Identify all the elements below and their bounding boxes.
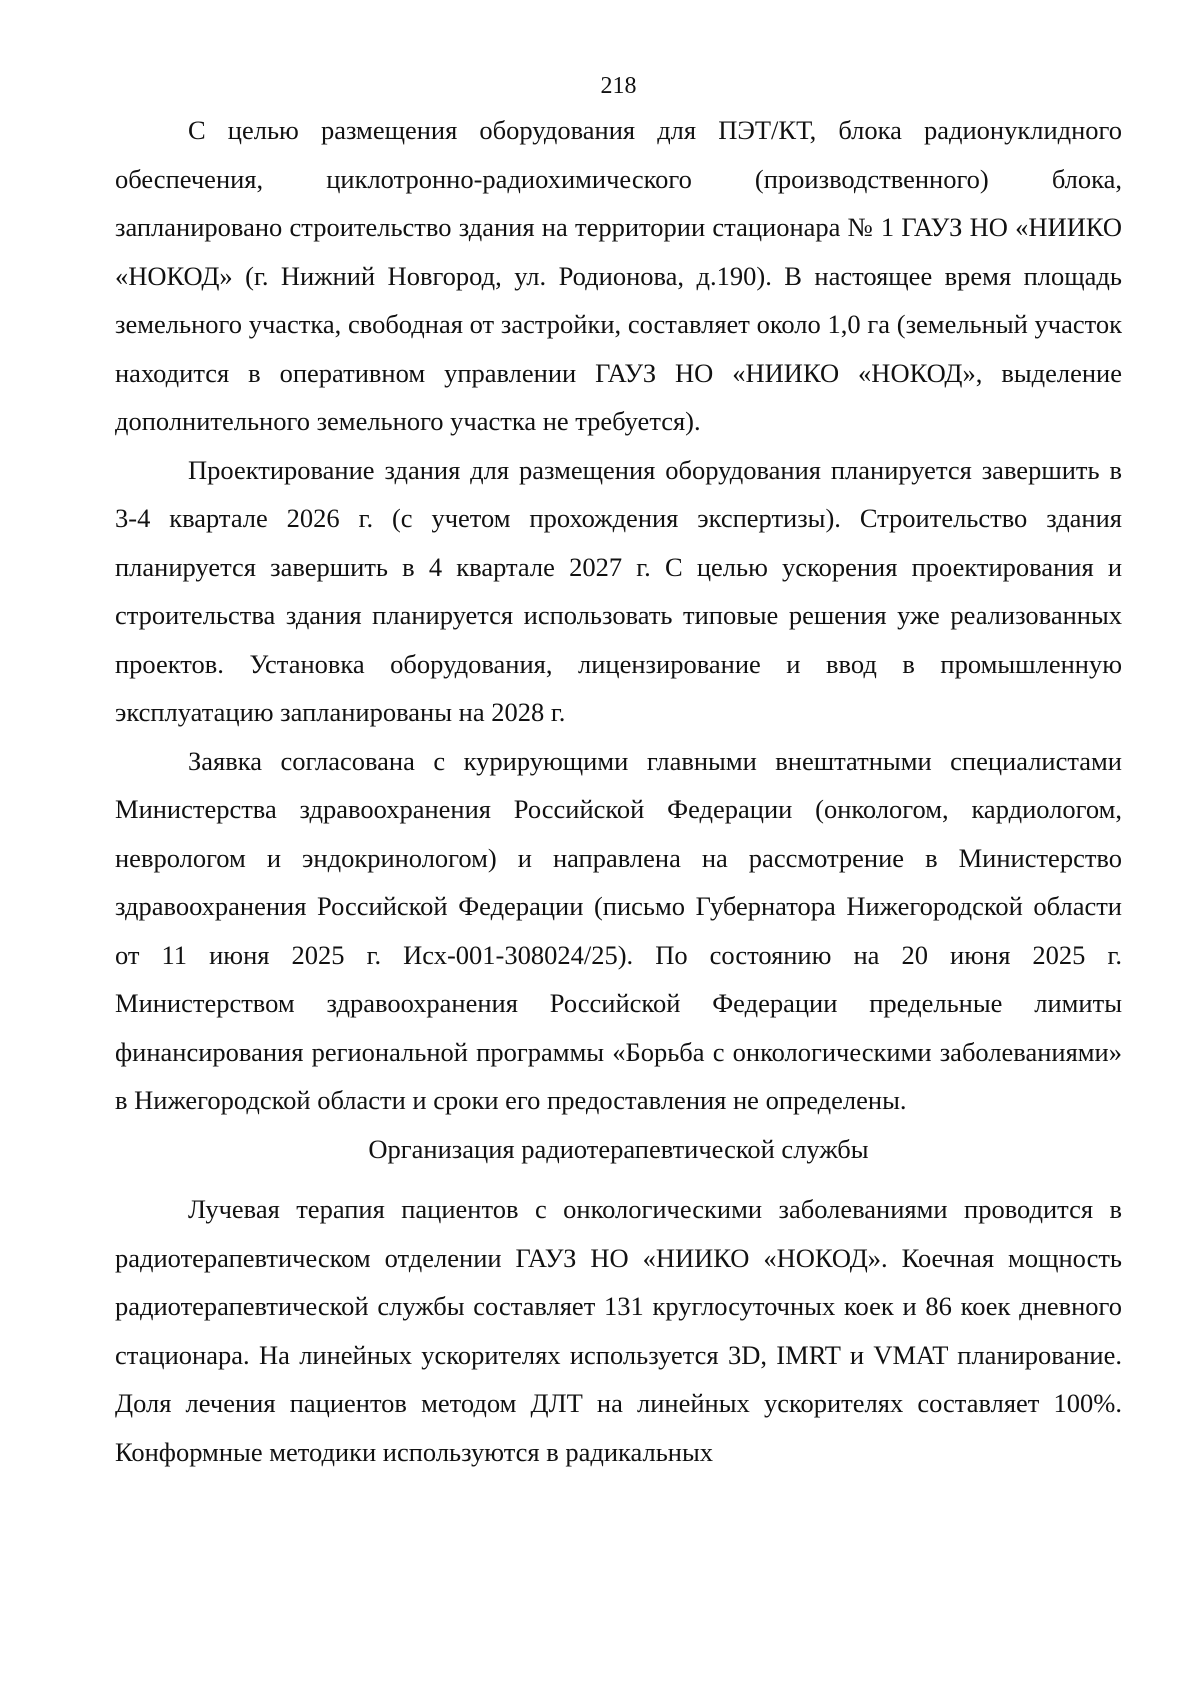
paragraph-radiotherapy-service: Лучевая терапия пациентов с онкологическими заболеваниями проводится в радиотерапевтическом отделении ГАУЗ НО «НИИКО «НОКОД». Коечная мощность радиотерапевтической службы составляет 131 круглосуточных коек и 86 коек дневного стационара. На линейных ускорителях используется 3D, IMRT и VMAT планирование. Доля лечения пациентов методом ДЛТ на линейных ускорителях составляет 100%. Конформные методики используются в радикальных	[115, 1194, 1122, 1467]
paragraph-pet-ct-building: С целью размещения оборудования для ПЭТ/КТ, блока радионуклидного обеспечения, циклотронно-радиохимического (производственного) блока, запланировано строительство здания на территории стационара № 1 ГАУЗ НО «НИИКО «НОКОД» (г. Нижний Новгород, ул. Родионова, д.190). В настоящее время площадь земельного участка, свободная от застройки, составляет около 1,0 га (земельный участок находится в оперативном управлении ГАУЗ НО «НИИКО «НОКОД», выделение дополнительного земельного участка не требуется).	[115, 115, 1122, 436]
paragraph-design-schedule: Проектирование здания для размещения оборудования планируется завершить в 3-4 квартале 2026 г. (с учетом прохождения экспертизы). Строительство здания планируется завершить в 4 квартале 2027 г. С целью ускорения проектирования и строительства здания планируется использовать типовые решения уже реализованных проектов. Установка оборудования, лицензирование и ввод в промышленную эксплуатацию запланированы на 2028 г.	[115, 454, 1122, 727]
page-number: 218	[600, 73, 637, 99]
section-heading: Организация радиотерапевтической службы	[368, 1133, 869, 1164]
paragraph-application-approval: Заявка согласована с курирующими главными внештатными специалистами Министерства здравоохранения Российской Федерации (онкологом, кардиологом, неврологом и эндокринологом) и направлена на рассмотрение в Министерство здравоохранения Российской Федерации (письмо Губернатора Нижегородской области от 11 июня 2025 г. Исх-001-308024/25). По состоянию на 20 июня 2025 г. Министерством здравоохранения Российской Федерации предельные лимиты финансирования региональной программы «Борьба с онкологическими заболеваниями» в Нижегородской области и сроки его предоставления не определены.	[115, 745, 1122, 1115]
